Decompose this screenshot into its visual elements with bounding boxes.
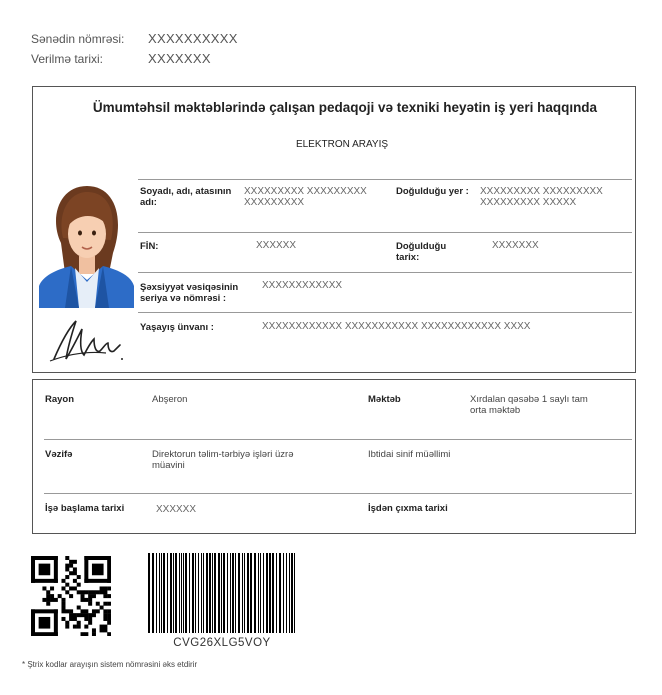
school-value: Xırdalan qəsəbə 1 saylı tam orta məktəb (470, 394, 588, 416)
barcode-icon (146, 553, 298, 633)
person-photo (39, 178, 134, 308)
qr-code-icon (31, 556, 111, 636)
start-date-value: XXXXXX (156, 504, 197, 515)
district-label: Rayon (45, 394, 75, 405)
address-value: XXXXXXXXXXXX XXXXXXXXXXX XXXXXXXXXXXX XXXX (262, 321, 531, 332)
signature (46, 315, 128, 365)
birthdate-label: Doğulduğu tarix: (396, 241, 447, 263)
certificate-title: Ümumtəhsil məktəblərində çalışan pedaqoji və texniki heyətin iş yeri haqqında (92, 100, 598, 115)
district-value: Abşeron (152, 394, 188, 405)
second-position-value: Ibtidai sinif müəllimi (368, 449, 451, 460)
barcode (146, 553, 298, 638)
barcode-text: CVG26XLG5VOY (173, 637, 271, 649)
end-date-label: İşdən çıxma tarixi (368, 503, 448, 514)
footnote: * Ştrix kodlar arayışın sistem nömrəsini əks etdirir (22, 660, 198, 669)
document-number-label: Sənədin nömrəsi: (31, 32, 125, 46)
qr-code (31, 556, 111, 641)
address-label: Yaşayış ünvanı : (140, 322, 214, 333)
fin-label: FİN: (140, 241, 159, 252)
fullname-value: XXXXXXXXX XXXXXXXXX XXXXXXXXX (244, 186, 367, 208)
fin-value: XXXXXX (256, 240, 297, 251)
id-card-value: XXXXXXXXXXXX (262, 280, 343, 291)
school-label: Məktəb (368, 394, 401, 405)
birthplace-value: XXXXXXXXX XXXXXXXXX XXXXXXXXX XXXXX (480, 186, 603, 208)
issue-date-label: Verilmə tarixi: (31, 52, 104, 66)
birthplace-label: Doğulduğu yer : (396, 186, 469, 197)
birthdate-value: XXXXXXX (492, 240, 539, 251)
id-card-label: Şəxsiyyət vəsiqəsinin seriya və nömrəsi : (140, 282, 239, 304)
start-date-label: İşə başlama tarixi (45, 503, 125, 514)
certificate-subtitle: ELEKTRON ARAYIŞ (295, 139, 389, 150)
document-number-value: XXXXXXXXXX (148, 31, 238, 46)
avatar-icon (39, 178, 134, 308)
issue-date-value: XXXXXXX (148, 51, 211, 66)
position-value: Direktorun təlim-tərbiyə işləri üzrə müavini (152, 449, 294, 471)
fullname-label: Soyadı, adı, atasının adı: (140, 186, 232, 208)
position-label: Vəzifə (45, 449, 73, 460)
